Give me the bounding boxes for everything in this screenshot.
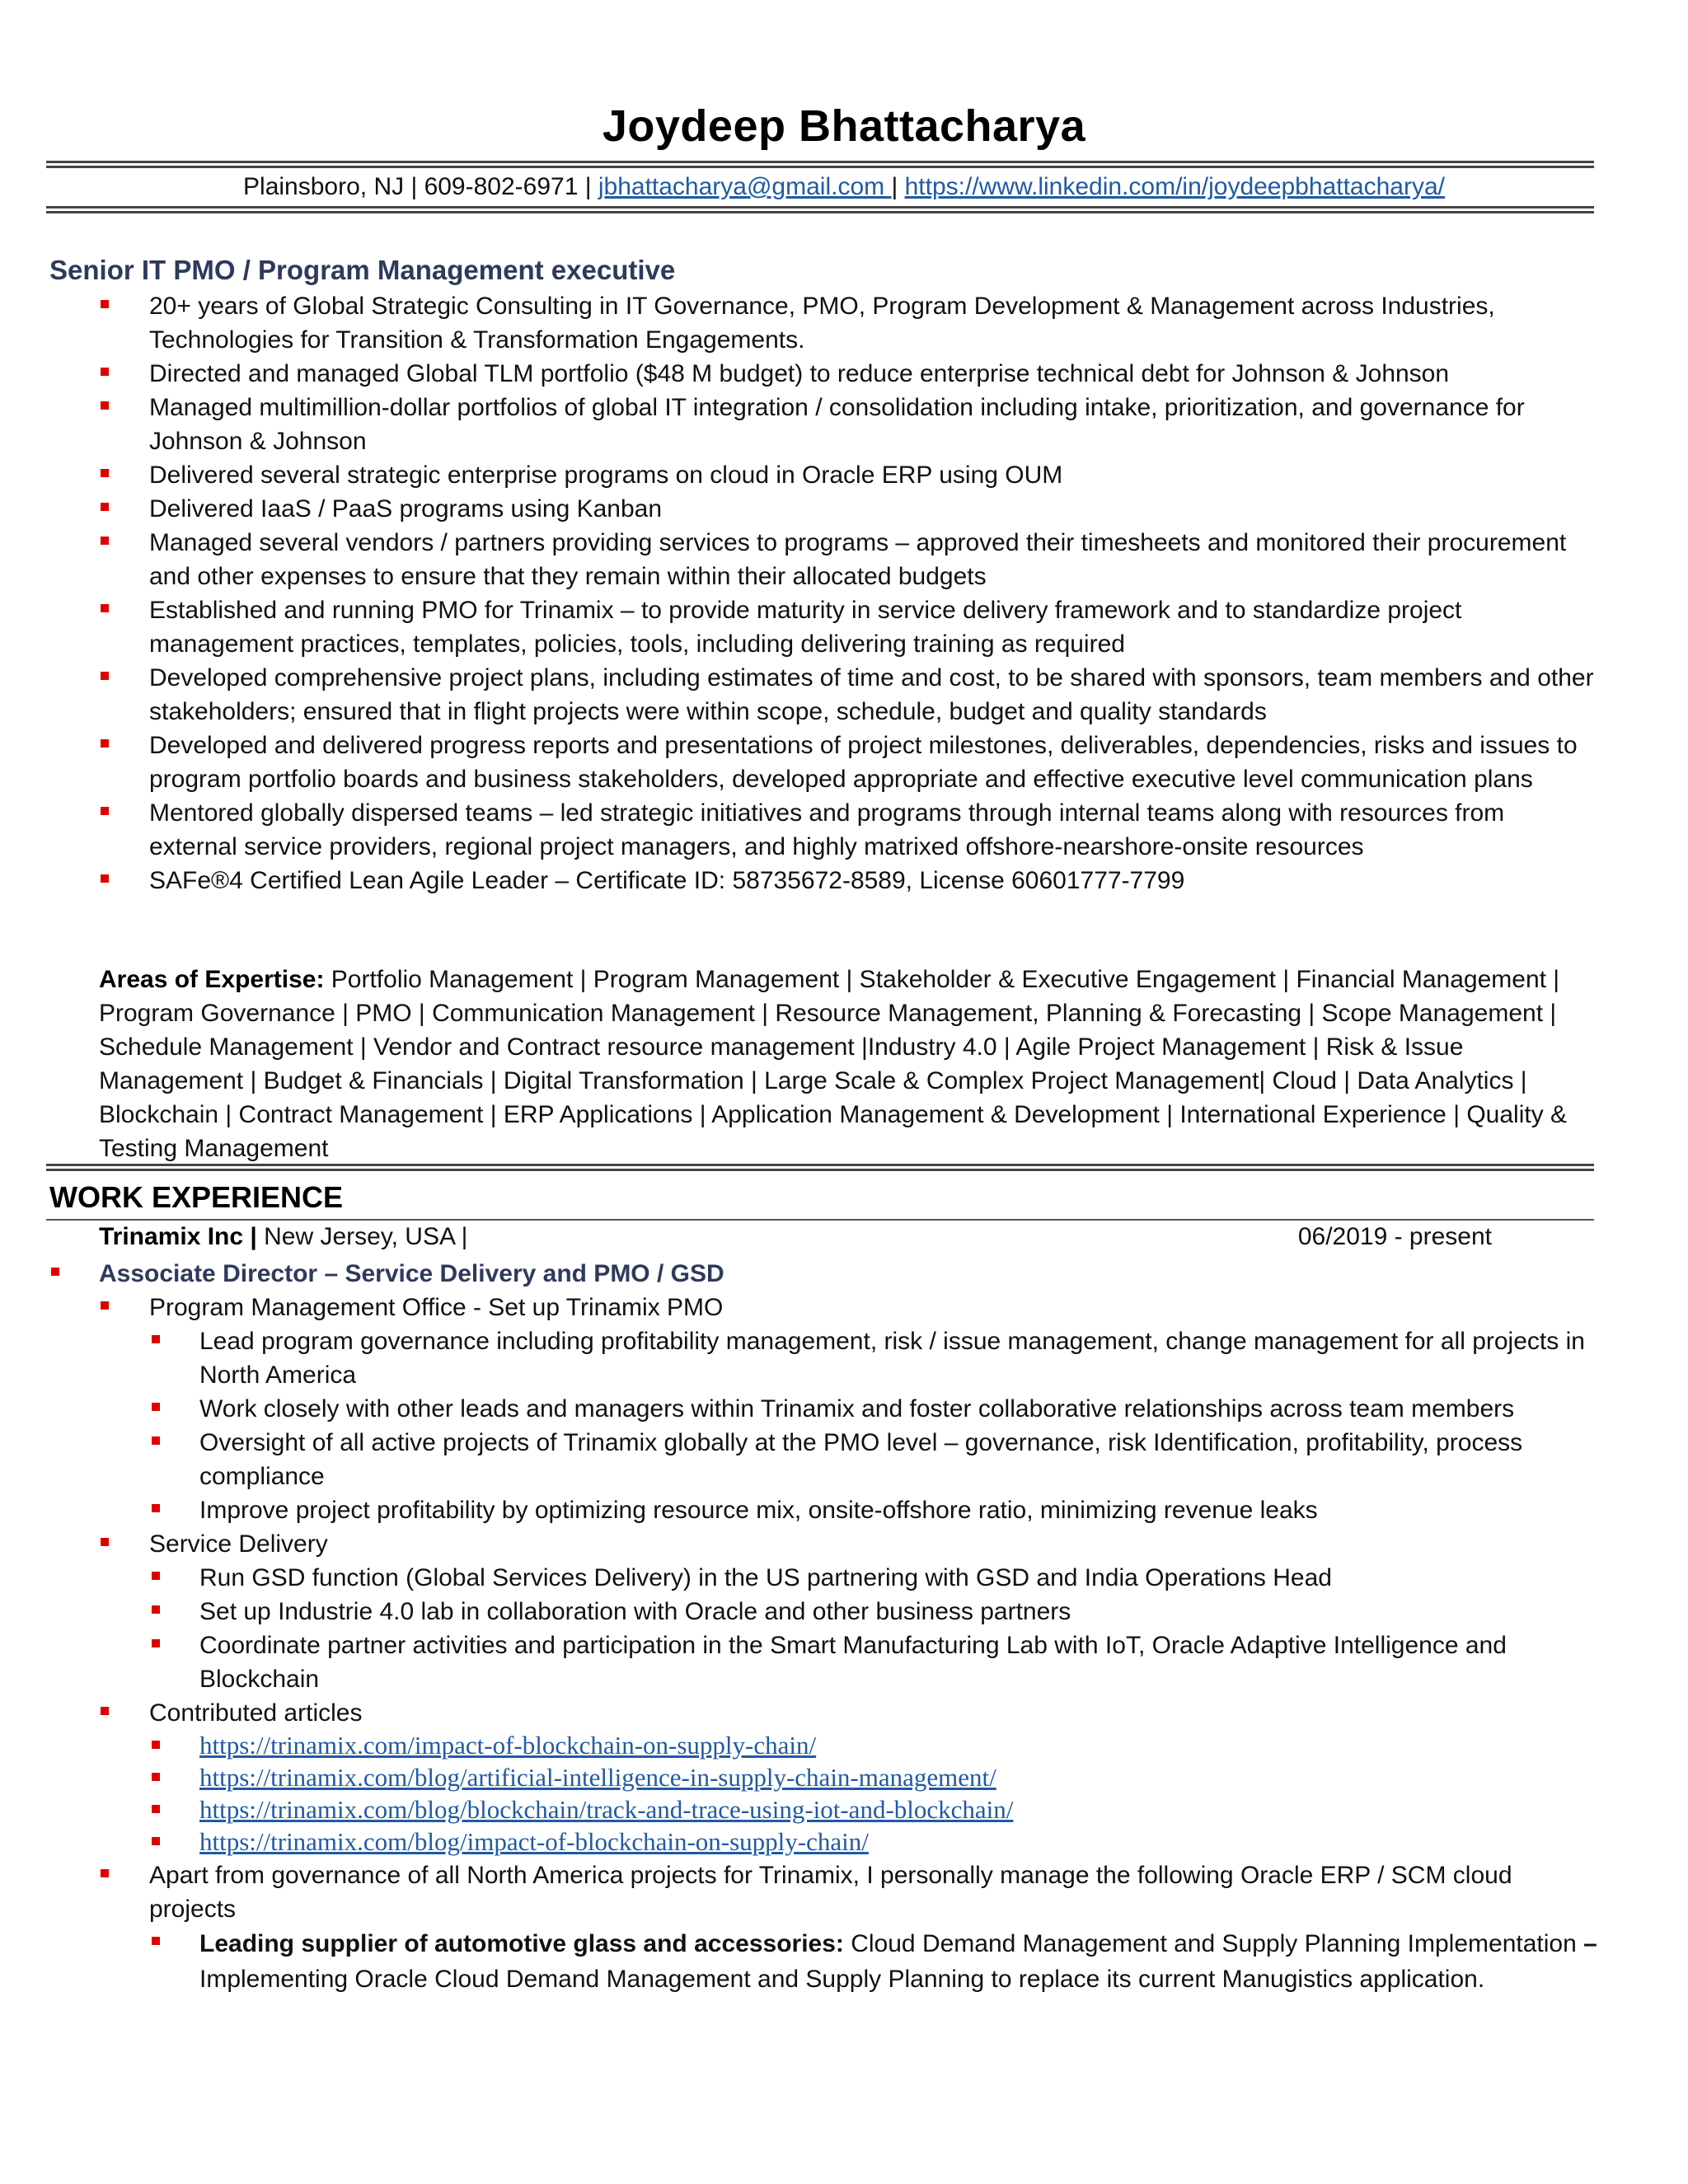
list-item: Managed multimillion-dollar portfolios of global IT integration / consolidation including intake, prioritization, and governance for Johnson & Johnson: [0, 391, 1688, 458]
bullet-icon: [152, 1937, 160, 1945]
bullet-icon: [101, 401, 109, 410]
list-item: Mentored globally dispersed teams – led strategic initiatives and programs through internal teams along with resources from external service providers, regional project managers, and highly matrixed offshore-nearshore-onsite resources: [0, 796, 1688, 864]
work-rule-top: [46, 1164, 1594, 1171]
summary-list: [0, 289, 1688, 898]
list-item: 20+ years of Global Strategic Consulting in IT Governance, PMO, Program Development & Management across Industries, Technologies for Transition & Transformation Engagements.: [0, 289, 1688, 357]
bullet-icon: [101, 1538, 109, 1546]
article-link[interactable]: https://trinamix.com/blog/blockchain/track-and-trace-using-iot-and-blockchain/: [199, 1795, 1014, 1824]
bullet-icon: [152, 1805, 160, 1813]
list-item: Developed comprehensive project plans, including estimates of time and cost, to be shared with sponsors, team members and other stakeholders; ensured that in flight projects were within scope, schedule, budget and quality standards: [0, 661, 1688, 729]
bullet-icon: [101, 368, 109, 376]
bullet-icon: [101, 672, 109, 680]
list-item: Oversight of all active projects of Trinamix globally at the PMO level – governance, risk Identification, profitability, process compliance: [0, 1426, 1688, 1493]
expertise-text: Portfolio Management | Program Management | Stakeholder & Executive Engagement | Financial Management | Program Governance | PMO | Communication Management | Resource Management, Planning & Forecasting | Scope Management | Schedule Management | Vendor and Contract resource management |Industry 4.0 | Agile Project Management | Risk & Issue Management | Budget & Financials | Digital Transformation | Large Scale & Complex Project Management| Cloud | Data Analytics | Blockchain | Contract Management | ERP Applications | Application Management & Development | International Experience | Quality & Testing Management: [99, 966, 1568, 1162]
bullet-icon: [101, 604, 109, 612]
list-item: Program Management Office - Set up Trinamix PMO: [0, 1291, 1688, 1324]
list-item: [0, 1257, 1688, 1291]
list-item: Apart from governance of all North America projects for Trinamix, I personally manage the following Oracle ERP / SCM cloud projects: [0, 1858, 1688, 1926]
contact-line: [0, 173, 1688, 201]
bullet-icon: [152, 1605, 160, 1614]
list-item: Work closely with other leads and managers within Trinamix and foster collaborative relationships across team members: [0, 1392, 1688, 1426]
bullet-icon: [101, 469, 109, 477]
bullet-icon: [101, 537, 109, 545]
article-link[interactable]: https://trinamix.com/blog/impact-of-blockchain-on-supply-chain/: [199, 1827, 869, 1856]
list-item: [0, 1730, 1688, 1762]
list-item: Managed several vendors / partners providing services to programs – approved their timesheets and monitored their procurement and other expenses to ensure that they remain within their allocated budgets: [0, 526, 1688, 593]
candidate-name: Joydeep Bhattacharya: [602, 101, 1086, 151]
list-item: Leading supplier of automotive glass and accessories: Cloud Demand Management and Supply Planning Implementation – Implementing Oracle Cloud Demand Management and Supply Planning to replace its current Manugistics application.: [0, 1926, 1688, 1997]
article-link[interactable]: https://trinamix.com/impact-of-blockchain-on-supply-chain/: [199, 1731, 817, 1760]
company-location: New Jersey, USA |: [256, 1223, 468, 1250]
article-link[interactable]: https://trinamix.com/blog/artificial-intelligence-in-supply-chain-management/: [199, 1763, 996, 1792]
list-item: Delivered IaaS / PaaS programs using Kanban: [0, 492, 1688, 526]
work-rule-bottom: [46, 1219, 1594, 1221]
areas-of-expertise: [99, 963, 1595, 1165]
list-item: [0, 1762, 1688, 1794]
bullet-icon: [152, 1837, 160, 1845]
bullet-icon: [101, 503, 109, 511]
header-rule-top: [46, 161, 1594, 168]
bullet-icon: [101, 1707, 109, 1715]
linkedin-link[interactable]: https://www.linkedin.com/in/joydeepbhattacharya/: [904, 173, 1445, 200]
list-item: Established and running PMO for Trinamix – to provide maturity in service delivery framework and to standardize project management practices, templates, policies, tools, including delivering training as required: [0, 593, 1688, 661]
location-phone: Plainsboro, NJ | 609-802-6971 |: [243, 173, 598, 200]
employment-dates: 06/2019 - present: [1297, 1223, 1492, 1250]
list-item: Run GSD function (Global Services Delivery) in the US partnering with GSD and India Operations Head: [0, 1561, 1688, 1595]
bullet-icon: [101, 874, 109, 883]
bullet-icon: [152, 1436, 160, 1445]
bullet-icon: [101, 1301, 109, 1310]
expertise-label: Areas of Expertise:: [99, 966, 325, 993]
bullet-icon: [101, 1869, 109, 1877]
bullet-icon: [101, 807, 109, 815]
project-label: Leading supplier of automotive glass and accessories:: [199, 1930, 844, 1957]
list-item: Directed and managed Global TLM portfolio ($48 M budget) to reduce enterprise technical debt for Johnson & Johnson: [0, 357, 1688, 391]
bullet-icon: [101, 300, 109, 308]
list-item: Improve project profitability by optimizing resource mix, onsite-offshore ratio, minimizing revenue leaks: [0, 1493, 1688, 1527]
bullet-icon: [152, 1572, 160, 1580]
role-title: Associate Director – Service Delivery and PMO / GSD: [99, 1260, 724, 1287]
contact-separator: |: [891, 173, 905, 200]
bullet-icon: [101, 739, 109, 748]
summary-title: Senior IT PMO / Program Management executive: [49, 255, 676, 285]
work-list: [0, 1257, 1688, 1997]
bullet-icon: [152, 1335, 160, 1343]
company-name: Trinamix Inc |: [99, 1223, 257, 1250]
list-item: Developed and delivered progress reports and presentations of project milestones, deliverables, dependencies, risks and issues to program portfolio boards and business stakeholders, developed appropriate and effective executive level communication plans: [0, 729, 1688, 796]
list-item: Set up Industrie 4.0 lab in collaboration with Oracle and other business partners: [0, 1595, 1688, 1629]
list-item: Service Delivery: [0, 1527, 1688, 1561]
bullet-icon: [152, 1504, 160, 1512]
bullet-icon: [152, 1773, 160, 1781]
list-item: [0, 1826, 1688, 1858]
bullet-icon: [152, 1639, 160, 1647]
list-item: Delivered several strategic enterprise programs on cloud in Oracle ERP using OUM: [0, 458, 1688, 492]
list-item: Contributed articles: [0, 1696, 1688, 1730]
bullet-icon: [152, 1741, 160, 1749]
list-item: SAFe®4 Certified Lean Agile Leader – Certificate ID: 58735672-8589, License 60601777-7799: [0, 864, 1688, 898]
bullet-icon: [152, 1403, 160, 1411]
list-item: Lead program governance including profitability management, risk / issue management, change management for all projects in North America: [0, 1324, 1688, 1392]
company-line: [99, 1223, 467, 1251]
bullet-icon: [51, 1268, 59, 1276]
list-item: [0, 1794, 1688, 1826]
email-link[interactable]: jbhattacharya@gmail.com: [598, 173, 892, 200]
header-rule-bottom: [46, 206, 1594, 213]
work-experience-title: WORK EXPERIENCE: [49, 1180, 344, 1214]
list-item: Coordinate partner activities and participation in the Smart Manufacturing Lab with IoT, Oracle Adaptive Intelligence and Blockchain: [0, 1629, 1688, 1696]
